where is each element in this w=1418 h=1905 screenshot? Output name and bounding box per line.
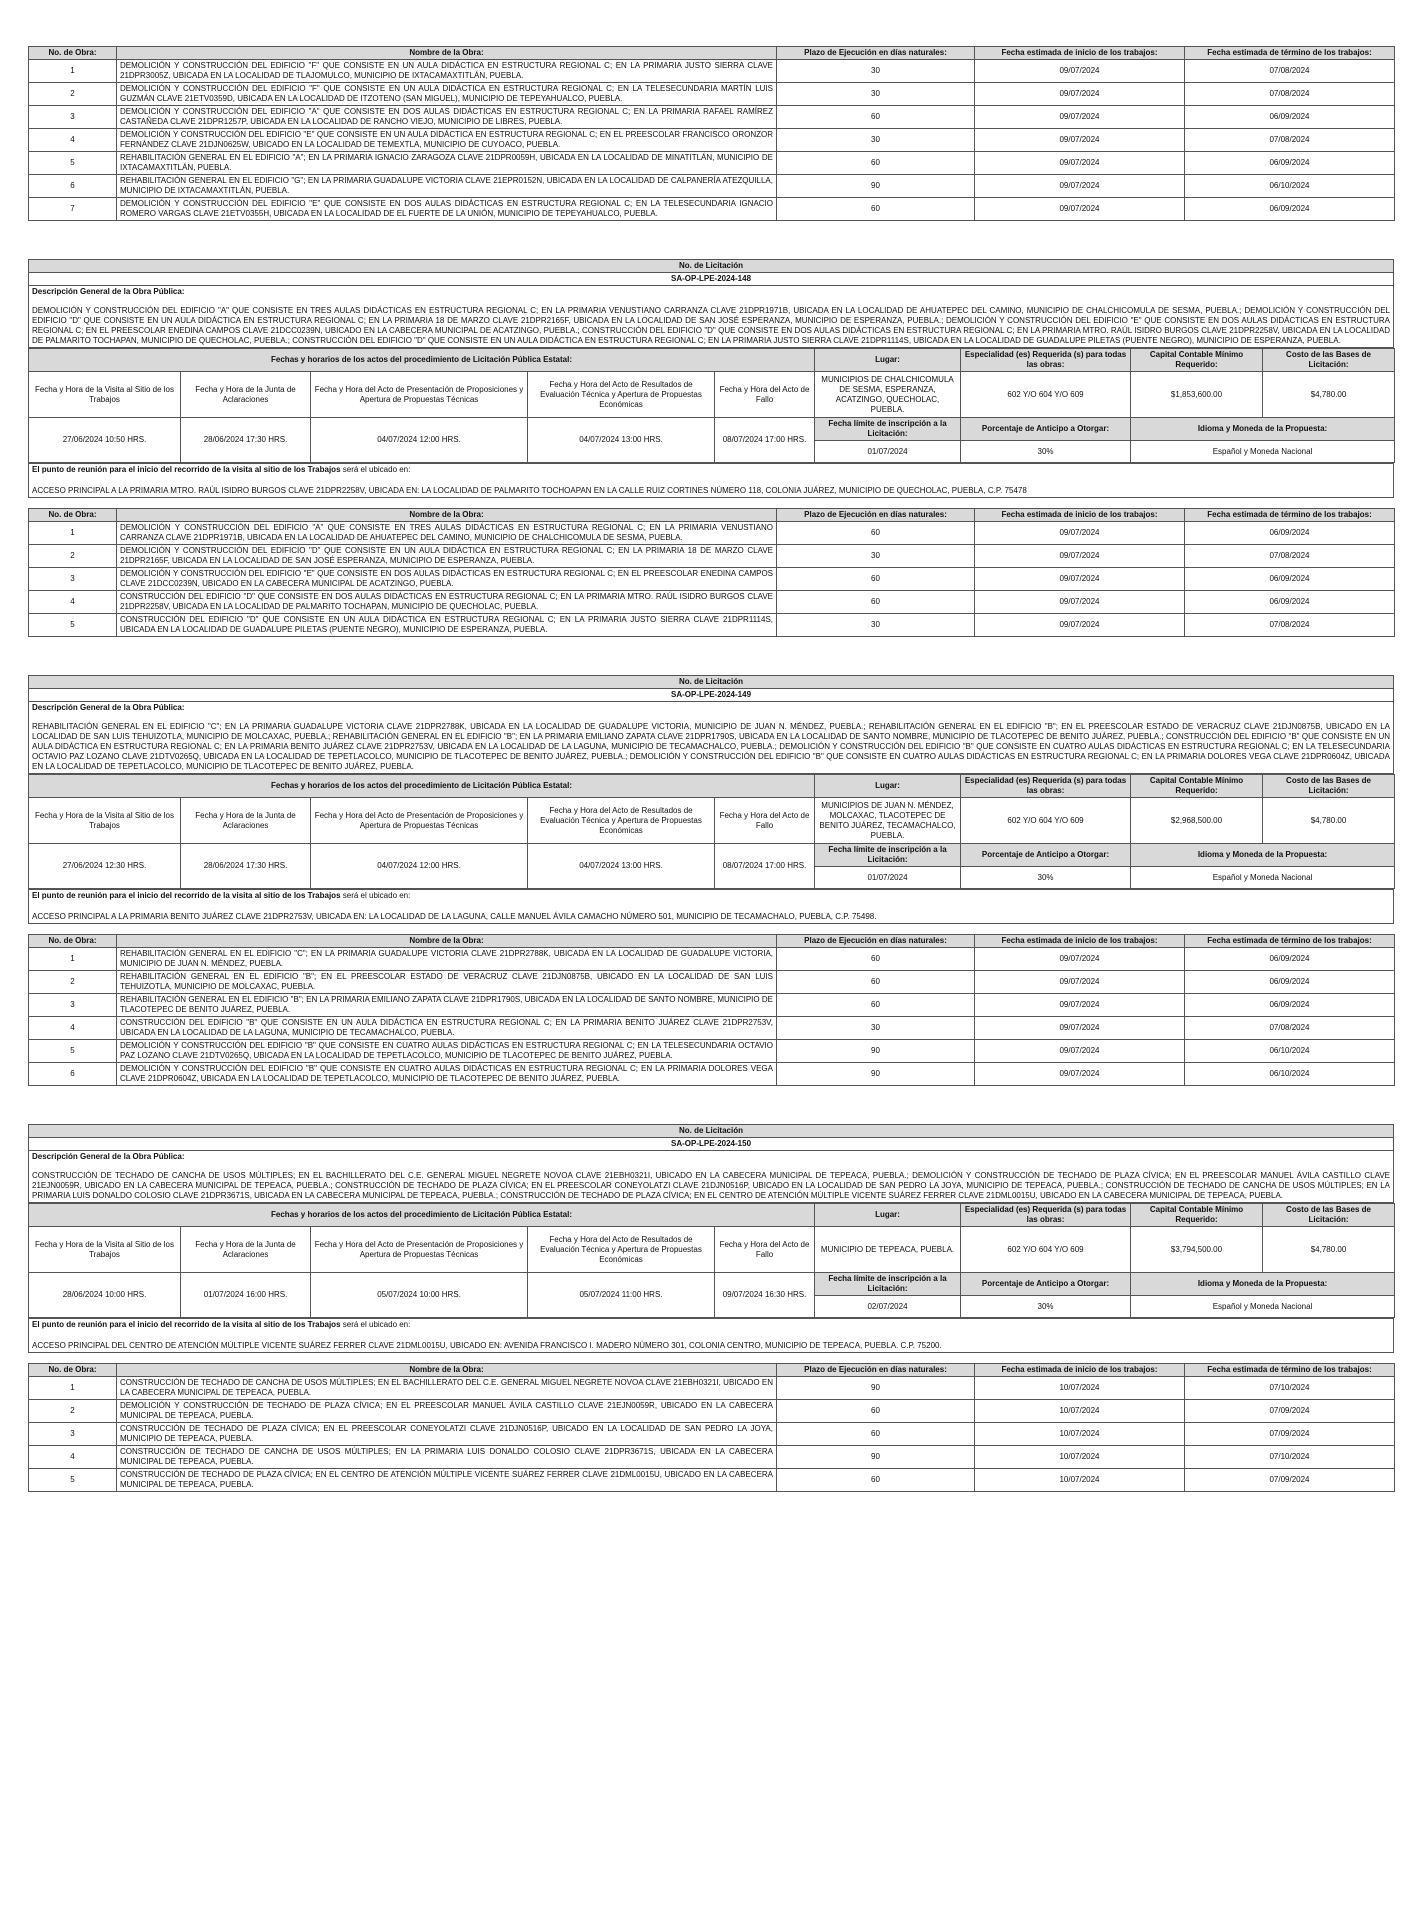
obra-number: 1: [29, 948, 117, 971]
especialidad-header: Especialidad (es) Requerida (s) para todas las obras:: [961, 1204, 1131, 1227]
obra-name: CONSTRUCCIÓN DE TECHADO DE CANCHA DE USOS MÚLTIPLES; EN EL BACHILLERATO DEL C.E. GENERAL MIGUEL NEGRETE NOVOA CLAVE 21EBH0321I, UBICADO EN LA CABECERA MUNICIPAL DE TEPEACA, PUEBLA.: [117, 1377, 777, 1400]
limite-header: Fecha límite de inscripción a la Licitación:: [815, 418, 961, 441]
obra-inicio: 09/07/2024: [975, 994, 1185, 1017]
obra-number: 1: [29, 60, 117, 83]
lugar-header: Lugar:: [815, 775, 961, 798]
obra-plazo: 60: [777, 568, 975, 591]
header-inicio: Fecha estimada de inicio de los trabajos:: [975, 1364, 1185, 1377]
obra-inicio: 09/07/2024: [975, 1017, 1185, 1040]
obra-name: DEMOLICIÓN Y CONSTRUCCIÓN DEL EDIFICIO "E" QUE CONSISTE EN UN AULA DIDÁCTICA EN ESTRUCTURA REGIONAL C; EN EL PREESCOLAR FRANCISCO ORONZOR FERNÁNDEZ CLAVE 21DJN0625W, UBICADO EN LA LOCALIDAD DE TEMEXTLA, MUNICIPIO DE CUYOACO, PUEBLA.: [117, 129, 777, 152]
obra-name: DEMOLICIÓN Y CONSTRUCCIÓN DEL EDIFICIO "E" QUE CONSISTE EN DOS AULAS DIDÁCTICAS EN ESTRUCTURA REGIONAL C; EN EL PREESCOLAR ENEDINA CAMPOS CLAVE 21DCC0239N, UBICADO EN LA CABECERA MUNICIPAL DE ACATZINGO, PUEBLA.: [117, 568, 777, 591]
obra-inicio: 10/07/2024: [975, 1446, 1185, 1469]
fallo-value: 08/07/2024 17:00 HRS.: [715, 844, 815, 889]
lugar-header: Lugar:: [815, 349, 961, 372]
obra-name: DEMOLICIÓN Y CONSTRUCCIÓN DEL EDIFICIO "B" QUE CONSISTE EN CUATRO AULAS DIDÁCTICAS EN ESTRUCTURA REGIONAL C; EN LA TELESECUNDARIA OCTAVIO PAZ LOZANO CLAVE 21DTV0265Q, UBICADA EN LA LOCALIDAD DE TEPETLACOLCO, MUNICIPIO DE TLACOTEPEC DE BENITO JUÁREZ, PUEBLA.: [117, 1040, 777, 1063]
table-row: [29, 1377, 1395, 1400]
obra-plazo: 30: [777, 614, 975, 637]
obra-inicio: 09/07/2024: [975, 1063, 1185, 1086]
obra-termino: 07/08/2024: [1185, 129, 1395, 152]
resultados-header: Fecha y Hora del Acto de Resultados de Evaluación Técnica y Apertura de Propuestas Económicas: [528, 1227, 715, 1273]
header-inicio: Fecha estimada de inicio de los trabajos:: [975, 935, 1185, 948]
obra-plazo: 90: [777, 1377, 975, 1400]
descripcion-label: Descripción General de la Obra Pública:: [29, 1151, 1394, 1164]
obra-name: REHABILITACIÓN GENERAL EN EL EDIFICIO "G"; EN LA PRIMARIA GUADALUPE VICTORIA CLAVE 21EPR0152N, UBICADA EN LA LOCALIDAD DE CALPANERÍA ATEZQUILLA, MUNICIPIO DE IXTACAMAXTITLÁN, PUEBLA.: [117, 175, 777, 198]
obra-termino: 07/08/2024: [1185, 1017, 1395, 1040]
table-row: [29, 198, 1395, 221]
visita-header: Fecha y Hora de la Visita al Sitio de los Trabajos: [29, 1227, 181, 1273]
costo-value: $4,780.00: [1263, 798, 1395, 844]
header-termino: Fecha estimada de término de los trabajos:: [1185, 935, 1395, 948]
descripcion-label: Descripción General de la Obra Pública:: [29, 702, 1394, 715]
table-row: [29, 1063, 1395, 1086]
punto-reunion-label-normal: será el ubicado en:: [340, 465, 411, 474]
obra-inicio: 09/07/2024: [975, 106, 1185, 129]
obra-plazo: 60: [777, 971, 975, 994]
obra-number: 5: [29, 152, 117, 175]
resultados-value: 04/07/2024 13:00 HRS.: [528, 418, 715, 463]
header-inicio: Fecha estimada de inicio de los trabajos:: [975, 509, 1185, 522]
table-row: [29, 994, 1395, 1017]
presentacion-value: 05/07/2024 10:00 HRS.: [311, 1273, 528, 1318]
licitacion-number-label: No. de Licitación: [29, 676, 1394, 689]
capital-value: $1,853,600.00: [1131, 372, 1263, 418]
obra-number: 4: [29, 1446, 117, 1469]
fechas-table: [28, 1203, 1395, 1318]
obra-plazo: 60: [777, 152, 975, 175]
obra-name: REHABILITACIÓN GENERAL EN EL EDIFICIO "B"; EN EL PREESCOLAR ESTADO DE VERACRUZ CLAVE 21DJN0875B, UBICADO EN LA LOCALIDAD DE SAN LUIS TEHUIZOTLA, MUNICIPIO DE MOLCAXAC, PUEBLA.: [117, 971, 777, 994]
obra-name: CONSTRUCCIÓN DEL EDIFICIO "D" QUE CONSISTE EN DOS AULAS DIDÁCTICAS EN ESTRUCTURA REGIONAL C; EN LA PRIMARIA MTRO. RAÚL ISIDRO BURGOS CLAVE 21DPR2258V, UBICADA EN LA LOCALIDAD DE PALMARITO TOCHAPAN, MUNICIPIO DE QUECHOLAC, PUEBLA.: [117, 591, 777, 614]
obra-termino: 06/09/2024: [1185, 994, 1395, 1017]
obra-number: 2: [29, 1400, 117, 1423]
obra-name: CONSTRUCCIÓN DE TECHADO DE PLAZA CÍVICA; EN EL CENTRO DE ATENCIÓN MÚLTIPLE VICENTE SUÁREZ FERRER CLAVE 21DML0015U, UBICADO EN LA CABECERA MUNICIPAL DE TEPEACA, PUEBLA.: [117, 1469, 777, 1492]
obra-number: 5: [29, 1469, 117, 1492]
obra-plazo: 60: [777, 1423, 975, 1446]
especialidad-value: 602 Y/O 604 Y/O 609: [961, 798, 1131, 844]
idioma-header: Idioma y Moneda de la Propuesta:: [1131, 1273, 1395, 1296]
obra-name: DEMOLICIÓN Y CONSTRUCCIÓN DEL EDIFICIO "B" QUE CONSISTE EN CUATRO AULAS DIDÁCTICAS EN ESTRUCTURA REGIONAL C; EN LA PRIMARIA DOLORES VEGA CLAVE 21DPR0604Z, UBICADA EN LA LOCALIDAD DE TEPETLACOLCO, MUNICIPIO DE TLACOTEPEC DE BENITO JUÁREZ, PUEBLA.: [117, 1063, 777, 1086]
obra-name: DEMOLICIÓN Y CONSTRUCCIÓN DEL EDIFICIO "A" QUE CONSISTE EN TRES AULAS DIDÁCTICAS EN ESTRUCTURA REGIONAL C; EN LA PRIMARIA VENUSTIANO CARRANZA CLAVE 21DPR1971B, UBICADA EN LA LOCALIDAD DE AHUATEPEC DEL CAMINO, MUNICIPIO DE CHALCHICOMULA DE SESMA, PUEBLA.: [117, 522, 777, 545]
lugar-value: MUNICIPIO DE TEPEACA, PUEBLA.: [815, 1227, 961, 1273]
obra-termino: 06/09/2024: [1185, 152, 1395, 175]
obra-name: DEMOLICIÓN Y CONSTRUCCIÓN DEL EDIFICIO "F" QUE CONSISTE EN UN AULA DIDÁCTICA EN ESTRUCTURA REGIONAL C; EN LA TELESECUNDARIA MARTÍN LUIS GUZMÁN CLAVE 21ETV0359D, UBICADA EN LA LOCALIDAD DE ITZOTENO (SAN MIGUEL), MUNICIPIO DE TEPEYAHUALCO, PUEBLA.: [117, 83, 777, 106]
obra-inicio: 09/07/2024: [975, 591, 1185, 614]
punto-reunion-table: [28, 889, 1394, 924]
table-row: [29, 129, 1395, 152]
punto-reunion-table: [28, 1318, 1394, 1353]
presentacion-header: Fecha y Hora del Acto de Presentación de Proposiciones y Apertura de Propuestas Técnicas: [311, 1227, 528, 1273]
obra-plazo: 90: [777, 1063, 975, 1086]
anticipo-value: 30%: [961, 1296, 1131, 1318]
capital-value: $3,794,500.00: [1131, 1227, 1263, 1273]
obra-number: 4: [29, 1017, 117, 1040]
header-plazo: Plazo de Ejecución en días naturales:: [777, 935, 975, 948]
obra-number: 1: [29, 522, 117, 545]
obra-termino: 06/10/2024: [1185, 1040, 1395, 1063]
obra-inicio: 10/07/2024: [975, 1423, 1185, 1446]
licitacion-number: SA-OP-LPE-2024-148: [29, 273, 1394, 286]
obra-number: 2: [29, 971, 117, 994]
visita-header: Fecha y Hora de la Visita al Sitio de los Trabajos: [29, 798, 181, 844]
idioma-header: Idioma y Moneda de la Propuesta:: [1131, 844, 1395, 867]
obra-termino: 07/08/2024: [1185, 83, 1395, 106]
obra-name: REHABILITACIÓN GENERAL EN EL EDIFICIO "B"; EN LA PRIMARIA EMILIANO ZAPATA CLAVE 21DPR1790S, UBICADA EN LA LOCALIDAD DE SANTO NOMBRE, MUNICIPIO DE TLACOTEPEC DE BENITO JUÁREZ, PUEBLA.: [117, 994, 777, 1017]
limite-value: 01/07/2024: [815, 441, 961, 463]
presentacion-value: 04/07/2024 12:00 HRS.: [311, 844, 528, 889]
table-row: [29, 568, 1395, 591]
obra-plazo: 60: [777, 994, 975, 1017]
costo-header: Costo de las Bases de Licitación:: [1263, 349, 1395, 372]
junta-header: Fecha y Hora de la Junta de Aclaraciones: [181, 372, 311, 418]
obra-name: CONSTRUCCIÓN DEL EDIFICIO "B" QUE CONSISTE EN UN AULA DIDÁCTICA EN ESTRUCTURA REGIONAL C; EN LA PRIMARIA BENITO JUÁREZ CLAVE 21DPR2753V, UBICADA EN LA LOCALIDAD DE LA LAGUNA, MUNICIPIO DE TECAMACHALCO, PUEBLA.: [117, 1017, 777, 1040]
licitacion-number-label: No. de Licitación: [29, 260, 1394, 273]
obra-plazo: 60: [777, 591, 975, 614]
obra-name: DEMOLICIÓN Y CONSTRUCCIÓN DEL EDIFICIO "A" QUE CONSISTE EN DOS AULAS DIDÁCTICAS EN ESTRUCTURA REGIONAL C; EN LA PRIMARIA RAFAEL RAMÍREZ CASTAÑEDA CLAVE 21DPR1257P, UBICADA EN LA LOCALIDAD DE RANCHO VIEJO, MUNICIPIO DE LIBRES, PUEBLA.: [117, 106, 777, 129]
limite-header: Fecha límite de inscripción a la Licitación:: [815, 844, 961, 867]
table-row: [29, 1423, 1395, 1446]
punto-reunion-label-bold: El punto de reunión para el inicio del recorrido de la visita al sitio de los Trabajos: [32, 465, 341, 474]
anticipo-value: 30%: [961, 441, 1131, 463]
header-plazo: Plazo de Ejecución en días naturales:: [777, 1364, 975, 1377]
obra-number: 3: [29, 994, 117, 1017]
obra-name: CONSTRUCCIÓN DE TECHADO DE PLAZA CÍVICA; EN EL PREESCOLAR CONEYOLATZI CLAVE 21DJN0516P, UBICADO EN LA LOCALIDAD DE SAN PEDRO LA JOYA, MUNICIPIO DE TEPEACA, PUEBLA.: [117, 1423, 777, 1446]
obra-inicio: 09/07/2024: [975, 1040, 1185, 1063]
obra-plazo: 90: [777, 175, 975, 198]
obra-termino: 06/09/2024: [1185, 106, 1395, 129]
obras-table: [28, 46, 1395, 221]
junta-header: Fecha y Hora de la Junta de Aclaraciones: [181, 1227, 311, 1273]
obra-name: DEMOLICIÓN Y CONSTRUCCIÓN DEL EDIFICIO "F" QUE CONSISTE EN UN AULA DIDÁCTICA EN ESTRUCTURA REGIONAL C; EN LA PRIMARIA JUSTO SIERRA CLAVE 21DPR3005Z, UBICADA EN LA LOCALIDAD DE TLAJOMULCO, MUNICIPIO DE IXTACAMAXTITLÁN, PUEBLA.: [117, 60, 777, 83]
fechas-title: Fechas y horarios de los actos del procedimiento de Licitación Pública Estatal:: [29, 1204, 815, 1227]
punto-reunion-value: ACCESO PRINCIPAL DEL CENTRO DE ATENCIÓN MÚLTIPLE VICENTE SUÁREZ FERRER CLAVE 21DML0015U, UBICADO EN: AVENIDA FRANCISCO I. MADERO NÚMERO 301, COLONIA CENTRO, MUNICIPIO DE TEPEACA, PUEBLA. C.P. 75200.: [29, 1331, 1394, 1353]
obra-termino: 07/10/2024: [1185, 1446, 1395, 1469]
obra-number: 5: [29, 1040, 117, 1063]
header-nombre-obra: Nombre de la Obra:: [117, 1364, 777, 1377]
fechas-title: Fechas y horarios de los actos del procedimiento de Licitación Pública Estatal:: [29, 349, 815, 372]
obra-inicio: 10/07/2024: [975, 1400, 1185, 1423]
obra-plazo: 90: [777, 1040, 975, 1063]
table-row: [29, 971, 1395, 994]
obra-termino: 06/09/2024: [1185, 198, 1395, 221]
anticipo-header: Porcentaje de Anticipo a Otorgar:: [961, 418, 1131, 441]
obra-inicio: 09/07/2024: [975, 83, 1185, 106]
punto-reunion-label-bold: El punto de reunión para el inicio del recorrido de la visita al sitio de los Trabajos: [32, 1320, 341, 1329]
obra-name: DEMOLICIÓN Y CONSTRUCCIÓN DEL EDIFICIO "E" QUE CONSISTE EN DOS AULAS DIDÁCTICAS EN ESTRUCTURA REGIONAL C; EN LA TELESECUNDARIA IGNACIO ROMERO VARGAS CLAVE 21ETV0355H, UBICADA EN LA LOCALIDAD DE EL FUERTE DE LA UNIÓN, MUNICIPIO DE TEPEYAHUALCO, PUEBLA.: [117, 198, 777, 221]
limite-value: 01/07/2024: [815, 867, 961, 889]
header-termino: Fecha estimada de término de los trabajos:: [1185, 1364, 1395, 1377]
junta-value: 01/07/2024 16:00 HRS.: [181, 1273, 311, 1318]
obra-termino: 07/08/2024: [1185, 545, 1395, 568]
costo-value: $4,780.00: [1263, 1227, 1395, 1273]
capital-header: Capital Contable Mínimo Requerido:: [1131, 349, 1263, 372]
punto-reunion-label-normal: será el ubicado en:: [340, 891, 411, 900]
licitacion-block: [28, 675, 1394, 1086]
fallo-header: Fecha y Hora del Acto de Fallo: [715, 372, 815, 418]
obra-inicio: 09/07/2024: [975, 129, 1185, 152]
obra-name: DEMOLICIÓN Y CONSTRUCCIÓN DE TECHADO DE PLAZA CÍVICA; EN EL PREESCOLAR MANUEL ÁVILA CASTILLO CLAVE 21EJN0059R, UBICADO EN LA CABECERA MUNICIPAL DE TEPEACA, PUEBLA.: [117, 1400, 777, 1423]
junta-header: Fecha y Hora de la Junta de Aclaraciones: [181, 798, 311, 844]
punto-reunion-label: [29, 1319, 1394, 1332]
presentacion-value: 04/07/2024 12:00 HRS.: [311, 418, 528, 463]
licitacion-header-table: [28, 259, 1394, 348]
obra-number: 3: [29, 568, 117, 591]
costo-header: Costo de las Bases de Licitación:: [1263, 775, 1395, 798]
obra-plazo: 60: [777, 1469, 975, 1492]
punto-reunion-label: [29, 890, 1394, 903]
header-plazo: Plazo de Ejecución en días naturales:: [777, 47, 975, 60]
header-no-obra: No. de Obra:: [29, 935, 117, 948]
obra-inicio: 09/07/2024: [975, 522, 1185, 545]
idioma-value: Español y Moneda Nacional: [1131, 441, 1395, 463]
obra-number: 6: [29, 175, 117, 198]
header-nombre-obra: Nombre de la Obra:: [117, 935, 777, 948]
obra-termino: 07/09/2024: [1185, 1469, 1395, 1492]
descripcion-label: Descripción General de la Obra Pública:: [29, 286, 1394, 299]
especialidad-header: Especialidad (es) Requerida (s) para todas las obras:: [961, 775, 1131, 798]
obra-number: 4: [29, 129, 117, 152]
obras-table: [28, 508, 1395, 637]
capital-header: Capital Contable Mínimo Requerido:: [1131, 775, 1263, 798]
obra-termino: 07/09/2024: [1185, 1423, 1395, 1446]
obra-plazo: 30: [777, 60, 975, 83]
fechas-table: [28, 774, 1395, 889]
visita-header: Fecha y Hora de la Visita al Sitio de los Trabajos: [29, 372, 181, 418]
punto-reunion-value: ACCESO PRINCIPAL A LA PRIMARIA MTRO. RAÚL ISIDRO BURGOS CLAVE 21DPR2258V, UBICADA EN: LA LOCALIDAD DE PALMARITO TOCHOAPAN EN LA CALLE RUIZ CORTINES NÚMERO 118, COLONIA JUÁREZ, MUNICIPIO DE QUECHOLAC, PUEBLA, C.P. 75478: [29, 476, 1394, 498]
limite-value: 02/07/2024: [815, 1296, 961, 1318]
junta-value: 28/06/2024 17:30 HRS.: [181, 418, 311, 463]
visita-value: 28/06/2024 10:00 HRS.: [29, 1273, 181, 1318]
lugar-header: Lugar:: [815, 1204, 961, 1227]
obra-number: 3: [29, 106, 117, 129]
obra-number: 6: [29, 1063, 117, 1086]
table-row: [29, 106, 1395, 129]
costo-header: Costo de las Bases de Licitación:: [1263, 1204, 1395, 1227]
licitacion-number: SA-OP-LPE-2024-150: [29, 1138, 1394, 1151]
obra-termino: 06/09/2024: [1185, 568, 1395, 591]
obra-inicio: 09/07/2024: [975, 971, 1185, 994]
fechas-table: [28, 348, 1395, 463]
table-row: [29, 152, 1395, 175]
table-row: [29, 83, 1395, 106]
header-nombre-obra: Nombre de la Obra:: [117, 509, 777, 522]
especialidad-value: 602 Y/O 604 Y/O 609: [961, 1227, 1131, 1273]
costo-value: $4,780.00: [1263, 372, 1395, 418]
anticipo-value: 30%: [961, 867, 1131, 889]
licitacion-header-table: [28, 675, 1394, 774]
obra-inicio: 09/07/2024: [975, 60, 1185, 83]
punto-reunion-label: [29, 464, 1394, 477]
obra-termino: 06/09/2024: [1185, 971, 1395, 994]
obra-plazo: 60: [777, 198, 975, 221]
table-row: [29, 1400, 1395, 1423]
licitacion-number-label: No. de Licitación: [29, 1125, 1394, 1138]
punto-reunion-table: [28, 463, 1394, 498]
resultados-value: 05/07/2024 11:00 HRS.: [528, 1273, 715, 1318]
licitacion-block: [28, 259, 1394, 637]
licitacion-block: [28, 1124, 1394, 1492]
obra-termino: 06/10/2024: [1185, 175, 1395, 198]
resultados-value: 04/07/2024 13:00 HRS.: [528, 844, 715, 889]
idioma-header: Idioma y Moneda de la Propuesta:: [1131, 418, 1395, 441]
obra-number: 4: [29, 591, 117, 614]
table-row: [29, 591, 1395, 614]
header-no-obra: No. de Obra:: [29, 47, 117, 60]
obras-table: [28, 1363, 1395, 1492]
header-inicio: Fecha estimada de inicio de los trabajos:: [975, 47, 1185, 60]
obra-plazo: 60: [777, 522, 975, 545]
descripcion-text: REHABILITACIÓN GENERAL EN EL EDIFICIO "C"; EN LA PRIMARIA GUADALUPE VICTORIA CLAVE 21DPR2788K, UBICADA EN LA LOCALIDAD DE GUADALUPE VICTORIA, MUNICIPIO DE JUAN N. MÉNDEZ, PUEBLA.; REHABILITACIÓN GENERAL EN EL EDIFICIO "B"; EN EL PREESCOLAR ESTADO DE VERACRUZ CLAVE 21DJN0875B, UBICADO EN LA LOCALIDAD DE SAN LUIS TEHUIZOTLA, MUNICIPIO DE MOLCAXAC, PUEBLA.; REHABILITACIÓN GENERAL EN EL EDIFICIO "B"; EN LA PRIMARIA EMILIANO ZAPATA CLAVE 21DPR1790S, UBICADA EN LA LOCALIDAD DE SANTO NOMBRE, MUNICIPIO DE TLACOTEPEC DE BENITO JUÁREZ, PUEBLA.; CONSTRUCCIÓN DEL EDIFICIO "B" QUE CONSISTE EN UN AULA DIDÁCTICA EN ESTRUCTURA REGIONAL C; EN LA PRIMARIA BENITO JUÁREZ CLAVE 21DPR2753V, UBICADA EN LA LOCALIDAD DE LA LAGUNA, MUNICIPIO DE TECAMACHALCO, PUEBLA.; DEMOLICIÓN Y CONSTRUCCIÓN DEL EDIFICIO "B" QUE CONSISTE EN CUATRO AULAS DIDÁCTICAS EN ESTRUCTURA REGIONAL C; EN LA TELESECUNDARIA OCTAVIO PAZ LOZANO CLAVE 21DTV0265Q, UBICADA EN LA LOCALIDAD DE TEPETLACOLCO, MUNICIPIO DE TLACOTEPEC DE BENITO JUÁREZ, PUEBLA.; DEMOLICIÓN Y CONSTRUCCIÓN DEL EDIFICIO "B" QUE CONSISTE EN CUATRO AULAS DIDÁCTICAS EN ESTRUCTURA REGIONAL C; EN LA PRIMARIA DOLORES VEGA CLAVE 21DPR0604Z, UBICADA EN LA LOCALIDAD DE TEPETLACOLCO, MUNICIPIO DE TLACOTEPEC DE BENITO JUÁREZ, PUEBLA.: [29, 714, 1394, 774]
visita-value: 27/06/2024 10:50 HRS.: [29, 418, 181, 463]
capital-value: $2,968,500.00: [1131, 798, 1263, 844]
lugar-value: MUNICIPIOS DE JUAN N. MÉNDEZ, MOLCAXAC, TLACOTEPEC DE BENITO JUÁREZ, TECAMACHALCO, PUEBLA.: [815, 798, 961, 844]
obra-inicio: 10/07/2024: [975, 1377, 1185, 1400]
obra-name: REHABILITACIÓN GENERAL EN EL EDIFICIO "A"; EN LA PRIMARIA IGNACIO ZARAGOZA CLAVE 21DPR0059H, UBICADA EN LA LOCALIDAD DE MINATITLÁN, MUNICIPIO DE IXTACAMAXTITLÁN, PUEBLA.: [117, 152, 777, 175]
obras-table: [28, 934, 1395, 1086]
especialidad-value: 602 Y/O 604 Y/O 609: [961, 372, 1131, 418]
presentacion-header: Fecha y Hora del Acto de Presentación de Proposiciones y Apertura de Propuestas Técnicas: [311, 372, 528, 418]
obra-number: 5: [29, 614, 117, 637]
obra-termino: 06/09/2024: [1185, 591, 1395, 614]
obra-plazo: 90: [777, 1446, 975, 1469]
header-no-obra: No. de Obra:: [29, 1364, 117, 1377]
fallo-header: Fecha y Hora del Acto de Fallo: [715, 1227, 815, 1273]
obra-termino: 06/10/2024: [1185, 1063, 1395, 1086]
obra-number: 2: [29, 83, 117, 106]
resultados-header: Fecha y Hora del Acto de Resultados de Evaluación Técnica y Apertura de Propuestas Económicas: [528, 798, 715, 844]
obra-inicio: 09/07/2024: [975, 545, 1185, 568]
descripcion-text: DEMOLICIÓN Y CONSTRUCCIÓN DEL EDIFICIO "A" QUE CONSISTE EN TRES AULAS DIDÁCTICAS EN ESTRUCTURA REGIONAL C; EN LA PRIMARIA VENUSTIANO CARRANZA CLAVE 21DPR1971B, UBICADA EN LA LOCALIDAD DE AHUATEPEC DEL CAMINO, MUNICIPIO DE CHALCHICOMULA DE SESMA, PUEBLA.; DEMOLICIÓN Y CONSTRUCCIÓN DEL EDIFICIO "D" QUE CONSISTE EN UN AULA DIDÁCTICA EN ESTRUCTURA REGIONAL C; EN LA PRIMARIA 18 DE MARZO CLAVE 21DPR2165F, UBICADA EN LA LOCALIDAD DE SAN JOSÉ ESPERANZA, MUNICIPIO DE ESPERANZA, PUEBLA.; DEMOLICIÓN Y CONSTRUCCIÓN DEL EDIFICIO "E" QUE CONSISTE EN DOS AULAS DIDÁCTICAS EN ESTRUCTURA REGIONAL C; EN EL PREESCOLAR ENEDINA CAMPOS CLAVE 21DCC0239N, UBICADO EN LA CABECERA MUNICIPAL DE ACATZINGO, PUEBLA.; CONSTRUCCIÓN DEL EDIFICIO "D" QUE CONSISTE EN DOS AULAS DIDÁCTICAS EN ESTRUCTURA REGIONAL C; EN LA PRIMARIA MTRO. RAÚL ISIDRO BURGOS CLAVE 21DPR2258V, UBICADA EN LA LOCALIDAD DE PALMARITO TOCHAPAN, MUNICIPIO DE QUECHOLAC, PUEBLA.; CONSTRUCCIÓN DEL EDIFICIO "D" QUE CONSISTE EN UN AULA DIDÁCTICA EN ESTRUCTURA REGIONAL C; EN LA PRIMARIA JUSTO SIERRA CLAVE 21DPR1114S, UBICADA EN LA LOCALIDAD DE GUADALUPE PILETAS (PUENTE NEGRO), MUNICIPIO DE ESPERANZA, PUEBLA.: [29, 298, 1394, 348]
obra-plazo: 60: [777, 948, 975, 971]
capital-header: Capital Contable Mínimo Requerido:: [1131, 1204, 1263, 1227]
obra-name: CONSTRUCCIÓN DEL EDIFICIO "D" QUE CONSISTE EN UN AULA DIDÁCTICA EN ESTRUCTURA REGIONAL C; EN LA PRIMARIA JUSTO SIERRA CLAVE 21DPR1114S, UBICADA EN LA LOCALIDAD DE GUADALUPE PILETAS (PUENTE NEGRO), MUNICIPIO DE ESPERANZA, PUEBLA.: [117, 614, 777, 637]
obra-inicio: 10/07/2024: [975, 1469, 1185, 1492]
table-row: [29, 1040, 1395, 1063]
obra-plazo: 60: [777, 1400, 975, 1423]
obra-termino: 07/08/2024: [1185, 60, 1395, 83]
header-nombre-obra: Nombre de la Obra:: [117, 47, 777, 60]
obra-inicio: 09/07/2024: [975, 568, 1185, 591]
fallo-header: Fecha y Hora del Acto de Fallo: [715, 798, 815, 844]
visita-value: 27/06/2024 12:30 HRS.: [29, 844, 181, 889]
obra-name: DEMOLICIÓN Y CONSTRUCCIÓN DEL EDIFICIO "D" QUE CONSISTE EN UN AULA DIDÁCTICA EN ESTRUCTURA REGIONAL C; EN LA PRIMARIA 18 DE MARZO CLAVE 21DPR2165F, UBICADA EN LA LOCALIDAD DE SAN JOSÉ ESPERANZA, MUNICIPIO DE ESPERANZA, PUEBLA.: [117, 545, 777, 568]
fallo-value: 08/07/2024 17:00 HRS.: [715, 418, 815, 463]
presentacion-header: Fecha y Hora del Acto de Presentación de Proposiciones y Apertura de Propuestas Técnicas: [311, 798, 528, 844]
fechas-title: Fechas y horarios de los actos del procedimiento de Licitación Pública Estatal:: [29, 775, 815, 798]
header-termino: Fecha estimada de término de los trabajos:: [1185, 47, 1395, 60]
obra-inicio: 09/07/2024: [975, 948, 1185, 971]
fallo-value: 09/07/2024 16:30 HRS.: [715, 1273, 815, 1318]
lugar-value: MUNICIPIOS DE CHALCHICOMULA DE SESMA, ESPERANZA, ACATZINGO, QUECHOLAC, PUEBLA.: [815, 372, 961, 418]
obra-termino: 07/09/2024: [1185, 1400, 1395, 1423]
table-row: [29, 175, 1395, 198]
header-termino: Fecha estimada de término de los trabajos:: [1185, 509, 1395, 522]
anticipo-header: Porcentaje de Anticipo a Otorgar:: [961, 1273, 1131, 1296]
obra-plazo: 30: [777, 545, 975, 568]
obra-number: 2: [29, 545, 117, 568]
punto-reunion-label-bold: El punto de reunión para el inicio del recorrido de la visita al sitio de los Trabajos: [32, 891, 341, 900]
table-row: [29, 948, 1395, 971]
punto-reunion-value: ACCESO PRINCIPAL A LA PRIMARIA BENITO JUÁREZ CLAVE 21DPR2753V, UBICADA EN: LA LOCALIDAD DE LA LAGUNA, CALLE MANUEL ÁVILA CAMACHO NÚMERO 501, MUNICIPIO DE TECAMACHALO, PUEBLA, C.P. 75498.: [29, 902, 1394, 924]
table-row: [29, 545, 1395, 568]
obra-plazo: 30: [777, 129, 975, 152]
obra-termino: 07/08/2024: [1185, 614, 1395, 637]
obra-name: REHABILITACIÓN GENERAL EN EL EDIFICIO "C"; EN LA PRIMARIA GUADALUPE VICTORIA CLAVE 21DPR2788K, UBICADA EN LA LOCALIDAD DE GUADALUPE VICTORIA, MUNICIPIO DE JUAN N. MÉNDEZ, PUEBLA.: [117, 948, 777, 971]
obra-number: 3: [29, 1423, 117, 1446]
table-row: [29, 60, 1395, 83]
limite-header: Fecha límite de inscripción a la Licitación:: [815, 1273, 961, 1296]
obra-termino: 06/09/2024: [1185, 948, 1395, 971]
idioma-value: Español y Moneda Nacional: [1131, 1296, 1395, 1318]
obra-number: 1: [29, 1377, 117, 1400]
header-plazo: Plazo de Ejecución en días naturales:: [777, 509, 975, 522]
obra-termino: 07/10/2024: [1185, 1377, 1395, 1400]
table-row: [29, 614, 1395, 637]
obra-inicio: 09/07/2024: [975, 614, 1185, 637]
obra-termino: 06/09/2024: [1185, 522, 1395, 545]
especialidad-header: Especialidad (es) Requerida (s) para todas las obras:: [961, 349, 1131, 372]
obra-name: CONSTRUCCIÓN DE TECHADO DE CANCHA DE USOS MÚLTIPLES; EN LA PRIMARIA LUIS DONALDO COLOSIO CLAVE 21DPR3671S, UBICADA EN LA CABECERA MUNICIPAL DE TEPEACA, PUEBLA.: [117, 1446, 777, 1469]
obra-number: 7: [29, 198, 117, 221]
table-row: [29, 1469, 1395, 1492]
table-row: [29, 1017, 1395, 1040]
obra-plazo: 30: [777, 83, 975, 106]
obra-plazo: 30: [777, 1017, 975, 1040]
obra-plazo: 60: [777, 106, 975, 129]
document-page: [28, 46, 1394, 1492]
table-row: [29, 1446, 1395, 1469]
resultados-header: Fecha y Hora del Acto de Resultados de Evaluación Técnica y Apertura de Propuestas Económicas: [528, 372, 715, 418]
junta-value: 28/06/2024 17:30 HRS.: [181, 844, 311, 889]
table-row: [29, 522, 1395, 545]
punto-reunion-label-normal: será el ubicado en:: [340, 1320, 411, 1329]
obra-inicio: 09/07/2024: [975, 175, 1185, 198]
anticipo-header: Porcentaje de Anticipo a Otorgar:: [961, 844, 1131, 867]
descripcion-text: CONSTRUCCIÓN DE TECHADO DE CANCHA DE USOS MÚLTIPLES; EN EL BACHILLERATO DEL C.E. GENERAL MIGUEL NEGRETE NOVOA CLAVE 21EBH0321I, UBICADO EN LA CABECERA MUNICIPAL DE TEPEACA, PUEBLA.; DEMOLICIÓN Y CONSTRUCCIÓN DE TECHADO DE PLAZA CÍVICA; EN EL PREESCOLAR MANUEL ÁVILA CASTILLO CLAVE 21EJN0059R, UBICADO EN LA CABECERA MUNICIPAL DE TEPEACA, PUEBLA.; CONSTRUCCIÓN DE TECHADO DE PLAZA CÍVICA; EN EL PREESCOLAR CONEYOLATZI CLAVE 21DJN0516P, UBICADO EN LA LOCALIDAD DE SAN PEDRO LA JOYA, MUNICIPIO DE TEPEACA, PUEBLA.; CONSTRUCCIÓN DE TECHADO DE CANCHA DE USOS MÚLTIPLES; EN LA PRIMARIA LUIS DONALDO COLOSIO CLAVE 21DPR3671S, UBICADA EN LA CABECERA MUNICIPAL DE TEPEACA, PUEBLA.; CONSTRUCCIÓN DE TECHADO DE PLAZA CÍVICA; EN EL CENTRO DE ATENCIÓN MÚLTIPLE VICENTE SUÁREZ FERRER CLAVE 21DML0015U, UBICADO EN LA CABECERA MUNICIPAL DE TEPEACA, PUEBLA.: [29, 1163, 1394, 1203]
licitacion-header-table: [28, 1124, 1394, 1203]
idioma-value: Español y Moneda Nacional: [1131, 867, 1395, 889]
licitacion-number: SA-OP-LPE-2024-149: [29, 689, 1394, 702]
header-no-obra: No. de Obra:: [29, 509, 117, 522]
obra-inicio: 09/07/2024: [975, 152, 1185, 175]
obra-inicio: 09/07/2024: [975, 198, 1185, 221]
